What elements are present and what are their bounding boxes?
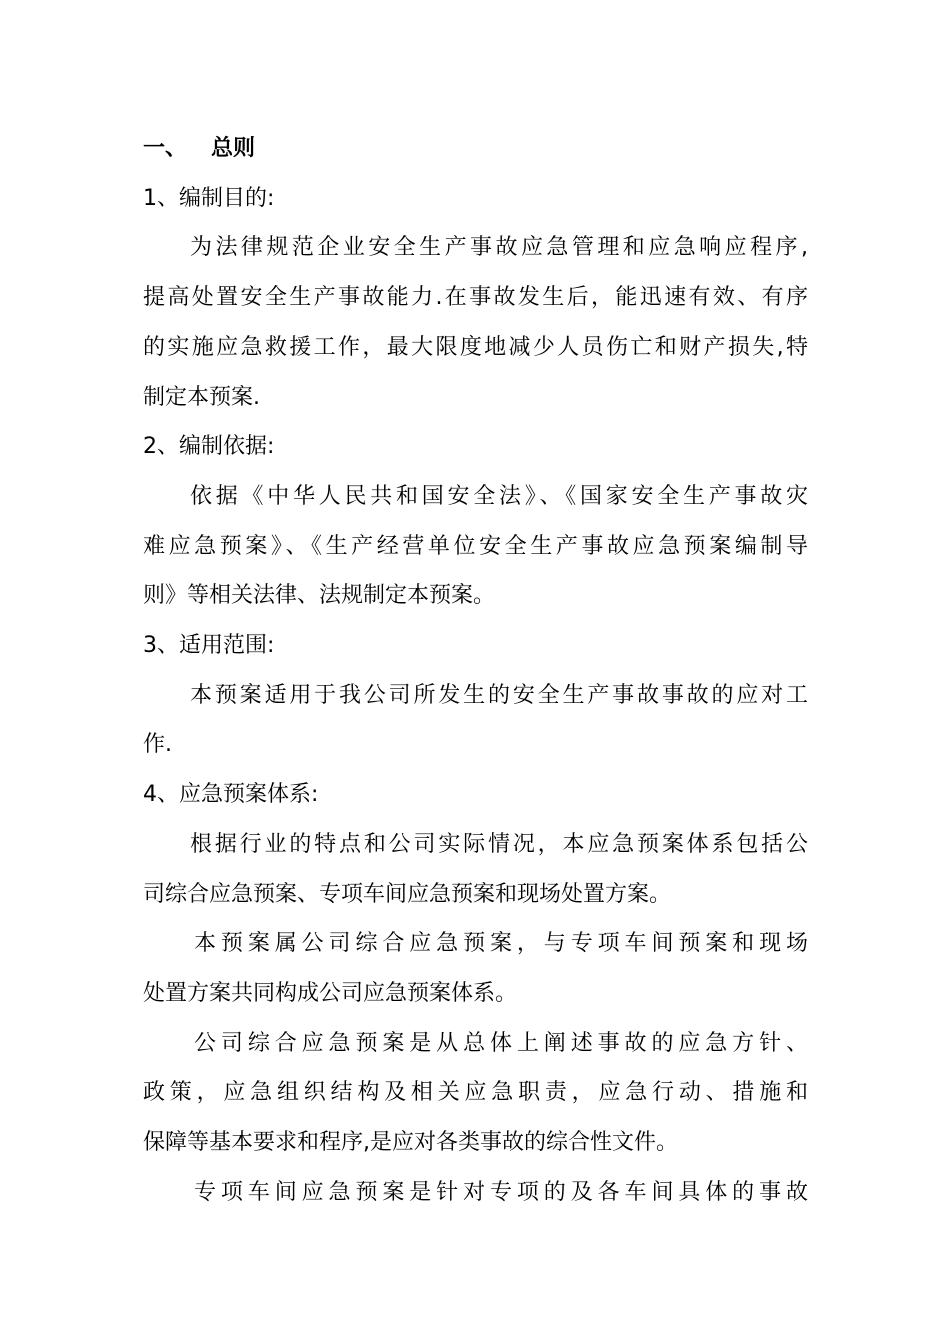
paragraph-line: 保障等基本要求和程序,是应对各类事故的综合性文件。 <box>143 1130 678 1156</box>
subheading-scope: 3、适用范围: <box>143 633 275 659</box>
paragraph-line: 提高处置安全生产事故能力.在事故发生后，能迅速有效、有序 <box>143 285 808 311</box>
section-heading <box>143 124 808 174</box>
subheading-basis: 2、编制依据: <box>143 434 275 460</box>
paragraph-line: 依据《中华人民共和国安全法》、《国家安全生产事故灾 <box>190 483 808 509</box>
paragraph-line: 司综合应急预案、专项车间应急预案和现场处置方案。 <box>143 881 672 907</box>
paragraph-line: 制定本预案. <box>143 384 260 410</box>
paragraph-line: 政策，应急组织结构及相关应急职责，应急行动、措施和 <box>143 1080 808 1106</box>
section-number: 一、 <box>143 136 188 161</box>
paragraph-line: 本预案适用于我公司所发生的安全生产事故事故的应对工 <box>190 682 808 708</box>
paragraph-line: 根据行业的特点和公司实际情况，本应急预案体系包括公 <box>190 831 808 857</box>
paragraph-line: 为法律规范企业安全生产事故应急管理和应急响应程序, <box>190 235 808 261</box>
paragraph-line: 则》等相关法律、法规制定本预案。 <box>143 583 496 609</box>
paragraph-line: 公司综合应急预案是从总体上阐述事故的应急方针、 <box>194 1030 808 1056</box>
paragraph-line: 专项车间应急预案是针对专项的及各车间具体的事故 <box>194 1179 808 1205</box>
paragraph-line: 本预案属公司综合应急预案，与专项车间预案和现场 <box>194 931 808 957</box>
document-page <box>143 124 808 1217</box>
section-title: 总则 <box>211 136 256 161</box>
paragraph-line: 的实施应急救援工作，最大限度地减少人员伤亡和财产损失,特 <box>143 334 808 360</box>
paragraph-line: 作. <box>143 732 172 758</box>
subheading-purpose: 1、编制目的: <box>143 185 275 211</box>
subheading-system: 4、应急预案体系: <box>143 782 319 808</box>
paragraph-line: 处置方案共同构成公司应急预案体系。 <box>143 980 518 1006</box>
paragraph-line: 难应急预案》、《生产经营单位安全生产事故应急预案编制导 <box>143 533 808 559</box>
